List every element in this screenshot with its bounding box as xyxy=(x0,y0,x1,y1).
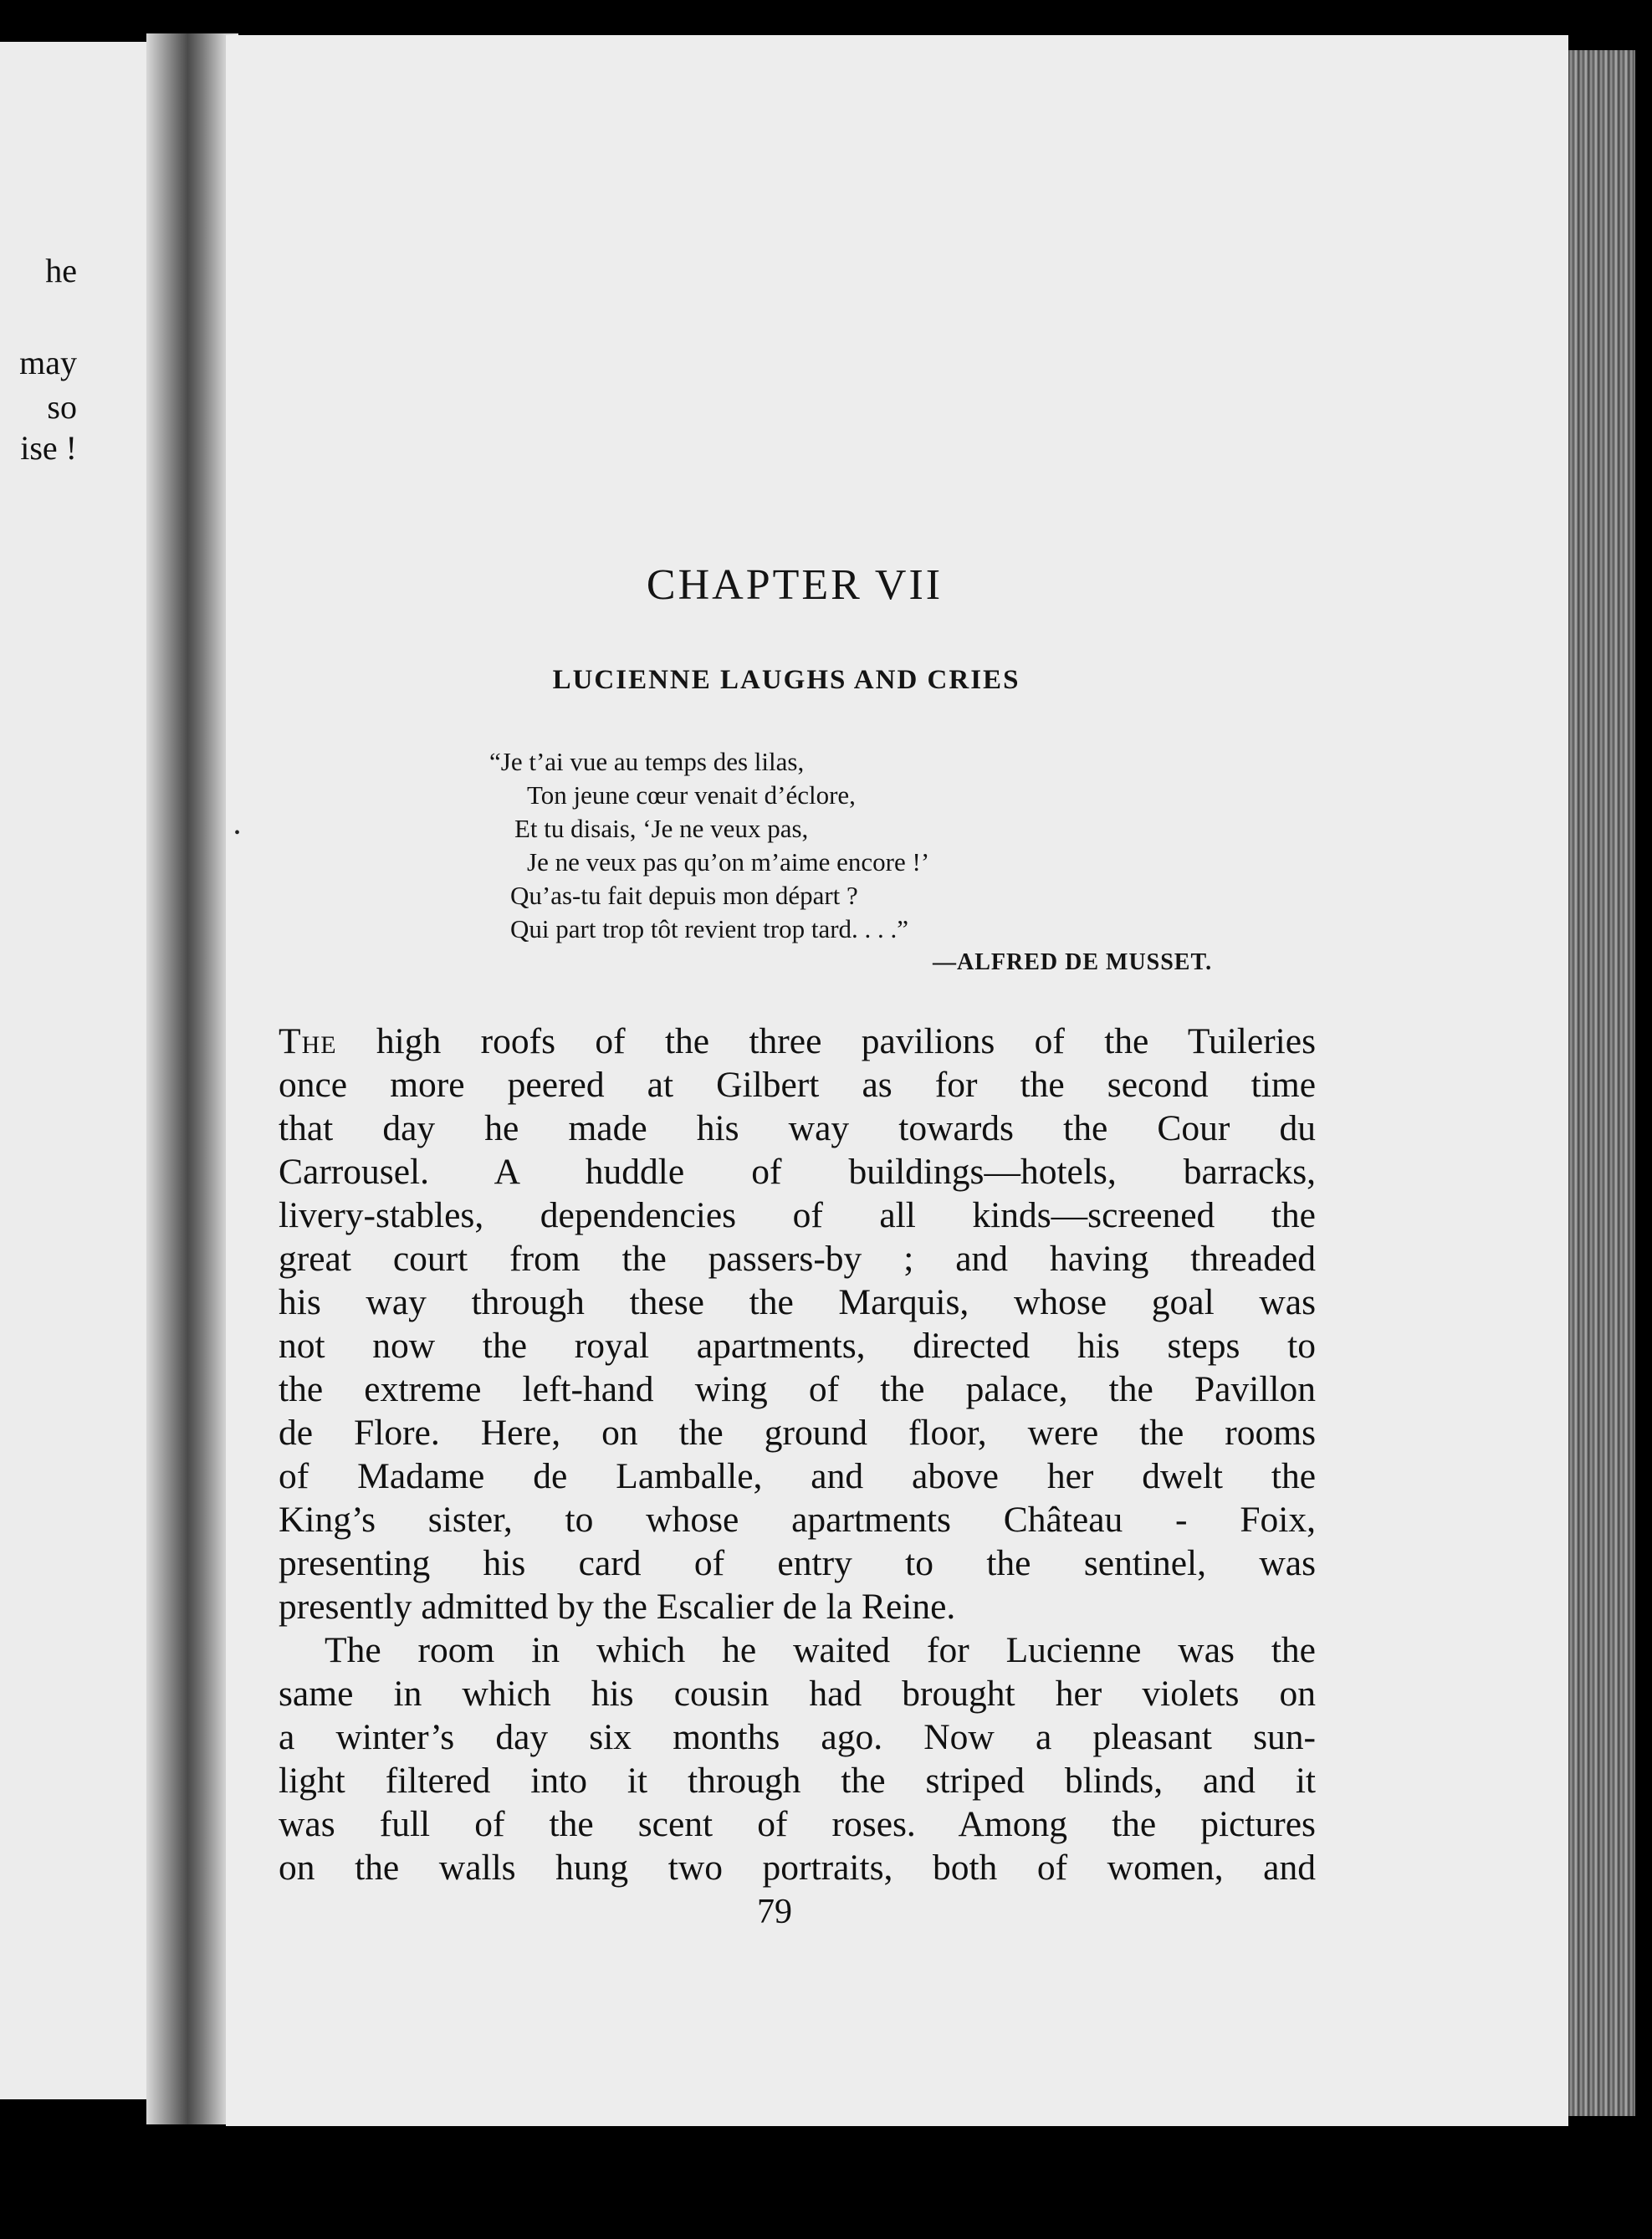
drop-word: The xyxy=(279,1021,337,1061)
body-line: light filtered into it through the striped blinds, and it xyxy=(279,1761,1316,1801)
body-line: great court from the passers-by ; and having threaded xyxy=(279,1239,1316,1279)
epigraph-line: Qui part trop tôt revient trop tard. . . .” xyxy=(510,914,909,943)
epigraph-line: Ton jeune cœur venait d’éclore, xyxy=(527,780,856,810)
previous-page-fragment: may xyxy=(19,344,77,381)
body-line: a winter’s day six months ago. Now a pleasant sun- xyxy=(279,1717,1316,1757)
body-line: same in which his cousin had brought her violets on xyxy=(279,1674,1316,1714)
previous-page-fragment: so xyxy=(47,388,77,426)
body-line: livery-stables, dependencies of all kinds—screened the xyxy=(279,1195,1316,1235)
body-line: presenting his card of entry to the sentinel, was xyxy=(279,1543,1316,1583)
body-line: King’s sister, to whose apartments Château - Foix, xyxy=(279,1500,1316,1540)
body-line: not now the royal apartments, directed his steps to xyxy=(279,1326,1316,1366)
body-line: the extreme left-hand wing of the palace, the Pavillon xyxy=(279,1369,1316,1409)
body-line: his way through these the Marquis, whose goal was xyxy=(279,1282,1316,1322)
chapter-title: CHAPTER VII xyxy=(646,561,944,609)
body-line: that day he made his way towards the Cour du xyxy=(279,1108,1316,1148)
body-line: once more peered at Gilbert as for the second time xyxy=(279,1065,1316,1105)
body-line: on the walls hung two portraits, both of women, and xyxy=(279,1848,1316,1888)
body-line: The high roofs of the three pavilions of the Tuileries xyxy=(279,1021,1316,1061)
page-edges xyxy=(1568,50,1635,2116)
body-line: was full of the scent of roses. Among the pictures xyxy=(279,1804,1316,1844)
epigraph-line: Je ne veux pas qu’on m’aime encore !’ xyxy=(527,847,930,877)
body-line: The room in which he waited for Lucienne was the xyxy=(325,1630,1316,1670)
margin-mark: • xyxy=(234,824,241,842)
epigraph-attribution: —ALFRED DE MUSSET. xyxy=(933,949,1213,975)
epigraph-line: “Je t’ai vue au temps des lilas, xyxy=(489,747,805,776)
body-line: de Flore. Here, on the ground floor, were the rooms xyxy=(279,1413,1316,1453)
body-line: of Madame de Lamballe, and above her dwelt the xyxy=(279,1456,1316,1496)
page-number: 79 xyxy=(757,1893,792,1931)
epigraph-line: Qu’as-tu fait depuis mon départ ? xyxy=(510,881,858,910)
body-line: presently admitted by the Escalier de la Reine. xyxy=(279,1587,956,1627)
previous-page-fragment: he xyxy=(45,252,77,289)
body-line: Carrousel. A huddle of buildings—hotels, barracks, xyxy=(279,1152,1316,1192)
epigraph-line: Et tu disais, ‘Je ne veux pas, xyxy=(514,814,809,843)
previous-page xyxy=(0,42,151,2099)
chapter-subtitle: LUCIENNE LAUGHS AND CRIES xyxy=(552,665,1020,695)
previous-page-fragment: ise ! xyxy=(20,429,77,467)
book-gutter xyxy=(146,33,241,2124)
